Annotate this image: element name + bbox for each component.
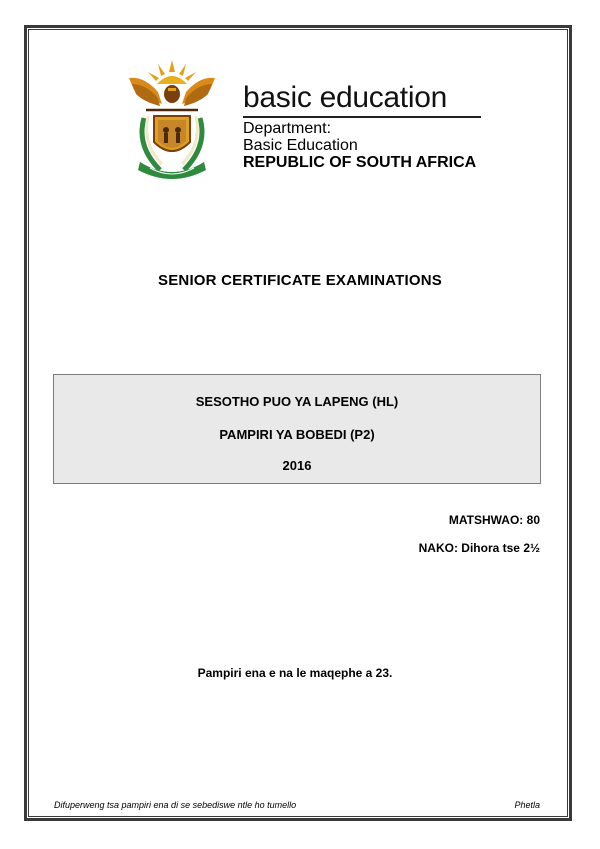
exam-duration: NAKO: Dihora tse 2½ [418,541,540,555]
copyright-notice: Difuperweng tsa pampiri ena di se sebediswe ntle ho tumello [54,800,297,810]
turn-over-label: Phetla [514,800,540,810]
marks-total: MATSHWAO: 80 [448,513,540,527]
exam-title: SENIOR CERTIFICATE EXAMINATIONS [158,272,442,289]
department-name: Basic Education [243,137,358,154]
subject-box [53,374,541,484]
paper-number: PAMPIRI YA BOBEDI (P2) [219,427,375,442]
exam-year: 2016 [282,458,312,473]
brand-title: basic education [243,81,447,114]
department-label: Department: [243,120,332,137]
brand-divider [243,116,481,118]
brand-block [243,80,447,116]
country-name: REPUBLIC OF SOUTH AFRICA [243,154,477,171]
page-count-note: Pampiri ena e na le maqephe a 23. [197,666,393,680]
subject-name: SESOTHO PUO YA LAPENG (HL) [195,394,399,409]
coat-of-arms-icon [124,58,220,180]
